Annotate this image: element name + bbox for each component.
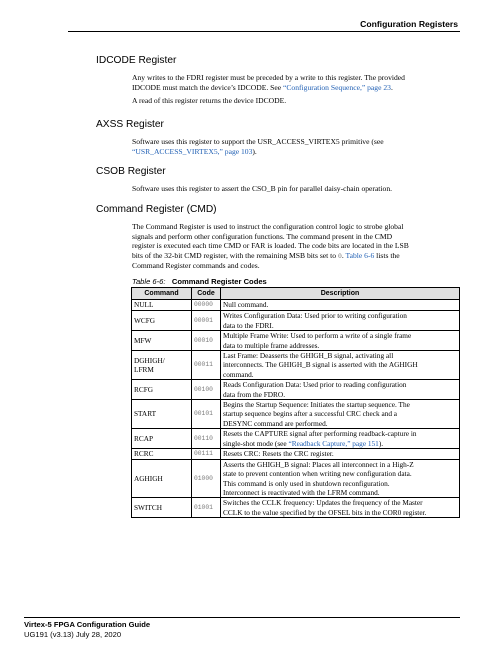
description-cell (221, 351, 460, 380)
description-line: DESYNC command are performed. (223, 418, 328, 428)
command-cell (132, 351, 192, 380)
description-line: data to multiple frame addresses. (223, 340, 320, 350)
cmd-zero-code: 0 (337, 252, 342, 260)
header-rule (68, 31, 460, 32)
command-text: MFW (134, 335, 152, 345)
description-line: Writes Configuration Data: Used prior to writing configuration (223, 311, 407, 321)
code-cell: 00001 (192, 311, 221, 331)
description-line: data from the FDRO. (223, 389, 286, 399)
table-6-6-link[interactable]: Table 6-6 (345, 250, 375, 260)
command-register-codes-table (131, 287, 460, 518)
cmd-line-4-end: lists the (374, 250, 400, 260)
command-cell (132, 300, 192, 311)
description-line: command. (223, 369, 254, 379)
description-line (223, 439, 457, 448)
idcode-heading: IDCODE Register (96, 55, 177, 66)
description-line: Reads Configuration Data: Used prior to reading configuration (223, 380, 407, 390)
description-line: data to the FDRI. (223, 320, 274, 330)
idcode-line-2-end: . (390, 82, 393, 92)
page-header-title: Configuration Registers (360, 19, 458, 29)
table-caption-title: Command Register Codes (171, 277, 267, 286)
idcode-line-2-text: IDCODE must match the device’s IDCODE. See (132, 82, 283, 92)
code-cell: 01000 (192, 460, 221, 498)
table-row (132, 498, 460, 518)
footer-rule (24, 617, 460, 618)
command-text: WCFG (134, 315, 156, 325)
command-text: RCRC (134, 449, 154, 459)
command-text: LFRM (134, 365, 154, 374)
axss-line-1: Software uses this register to support the USR_ACCESS_VIRTEX5 primitive (see (132, 137, 384, 146)
description-cell (221, 498, 460, 518)
idcode-line-2 (132, 83, 462, 93)
description-cell (221, 380, 460, 400)
cmd-heading: Command Register (CMD) (96, 204, 217, 215)
usr-access-link[interactable]: “USR_ACCESS_VIRTEX5,” page 103 (132, 146, 253, 156)
description-line: Switches the CCLK frequency: Updates the frequency of the Master (223, 498, 423, 508)
description-line: Multiple Frame Write: Used to perform a write of a single frame (223, 331, 412, 341)
command-text: RCFG (134, 384, 154, 394)
description-cell (221, 429, 460, 449)
description-line: startup sequence begins after a successful CRC check and a (223, 409, 398, 419)
command-cell (132, 498, 192, 518)
command-cell (132, 449, 192, 460)
axss-paragraph (132, 137, 462, 156)
command-text: SWITCH (134, 502, 162, 512)
table-row (132, 400, 460, 429)
table-row (132, 429, 460, 449)
description-cell (221, 300, 460, 311)
idcode-line-1: Any writes to the FDRI register must be preceded by a write to this register. The provided (132, 73, 405, 82)
description-text: single-shot mode (see (223, 438, 289, 448)
command-cell (132, 331, 192, 351)
footer-subtitle: UG191 (v3.13) July 28, 2020 (24, 630, 122, 639)
idcode-paragraph (132, 73, 462, 106)
cmd-line-3: register is executed each time CMD or FAR is loaded. The code bits are located in the LSB (132, 241, 409, 251)
table-caption-number: Table 6-6: (132, 277, 166, 286)
description-line: Interconnect is reactivated with the LFRM command. (223, 487, 380, 497)
description-line: This command is only used in shutdown reconfiguration. (223, 478, 390, 488)
command-cell (132, 311, 192, 331)
code-cell: 01001 (192, 498, 221, 518)
command-text: DGHIGH/ (134, 355, 165, 365)
description-line: Asserts the GHIGH_B signal: Places all interconnect in a High-Z (223, 460, 414, 470)
cmd-line-4-sep: . (341, 250, 346, 260)
description-line: CCLK to the value specified by the OFSEL bits in the COR0 register. (223, 507, 427, 517)
command-cell (132, 380, 192, 400)
axss-heading: AXSS Register (96, 119, 164, 130)
table-row (132, 449, 460, 460)
column-header-description: Description (221, 288, 460, 300)
code-cell: 00010 (192, 331, 221, 351)
description-line: Null command. (223, 300, 269, 310)
description-line: Begins the Startup Sequence: Initiates the startup sequence. The (223, 400, 410, 410)
code-cell: 00000 (192, 300, 221, 311)
table-row (132, 311, 460, 331)
csob-paragraph (132, 184, 462, 194)
axss-line-2 (132, 147, 462, 157)
cmd-line-2: signals and perform other configuration functions. The command present in the CMD (132, 231, 393, 241)
command-cell (132, 400, 192, 429)
description-cell (221, 331, 460, 351)
cmd-line-4-text: bits of the 32-bit CMD register, with the remaining MSB bits set to (132, 250, 338, 260)
footer-title: Virtex-5 FPGA Configuration Guide (24, 620, 151, 629)
description-cell (221, 449, 460, 460)
cmd-line-4 (132, 251, 462, 262)
description-line: Resets CRC: Resets the CRC register. (223, 449, 334, 459)
idcode-line-3: A read of this register returns the device IDCODE. (132, 96, 287, 106)
description-cell (221, 311, 460, 331)
table-row (132, 460, 460, 498)
table-header-row (132, 288, 460, 300)
command-cell (132, 429, 192, 449)
description-line: state to prevent contention when writing new configuration data. (223, 469, 412, 479)
description-line: Last Frame: Deasserts the GHIGH_B signal, activating all (223, 351, 394, 361)
description-cell (221, 460, 460, 498)
description-line: Resets the CAPTURE signal after performing readback-capture in (223, 429, 417, 439)
description-text: ). (378, 438, 384, 448)
table-caption (132, 277, 267, 286)
column-header-code: Code (192, 288, 221, 300)
command-cell (132, 460, 192, 498)
command-text: RCAP (134, 433, 154, 443)
command-text: NULL (134, 300, 154, 310)
table-row (132, 300, 460, 311)
csob-heading: CSOB Register (96, 166, 166, 177)
table-row (132, 380, 460, 400)
code-cell: 00110 (192, 429, 221, 449)
readback-capture-link[interactable]: “Readback Capture,” page 151 (288, 438, 379, 448)
description-cell (221, 400, 460, 429)
configuration-sequence-link[interactable]: “Configuration Sequence,” page 23 (283, 82, 391, 92)
code-cell: 00101 (192, 400, 221, 429)
description-line: interconnects. The GHIGH_B signal is asserted with the AGHIGH (223, 360, 418, 370)
command-text: AGHIGH (134, 473, 163, 483)
command-text: START (134, 409, 157, 419)
cmd-paragraph (132, 222, 462, 271)
cmd-line-1: The Command Register is used to instruct the configuration control logic to strobe global (132, 222, 404, 231)
code-cell: 00100 (192, 380, 221, 400)
code-cell: 00011 (192, 351, 221, 380)
csob-line-1: Software uses this register to assert the CSO_B pin for parallel daisy-chain operation. (132, 184, 393, 193)
column-header-command: Command (132, 288, 192, 300)
table-row (132, 331, 460, 351)
cmd-line-5: Command Register commands and codes. (132, 261, 260, 271)
table-row (132, 351, 460, 380)
code-cell: 00111 (192, 449, 221, 460)
axss-line-2-end: ). (252, 146, 257, 156)
